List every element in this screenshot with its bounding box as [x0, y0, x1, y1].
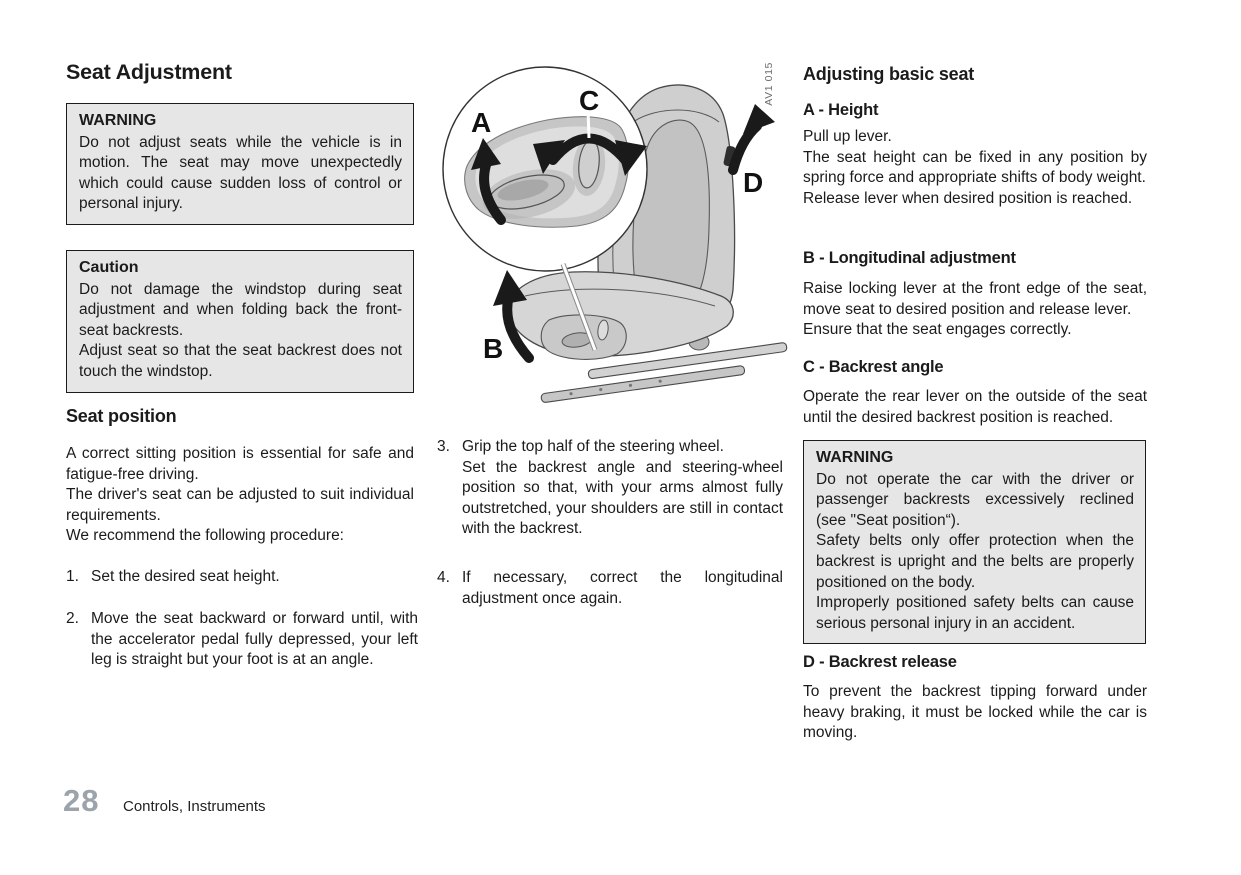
warning-title: WARNING — [79, 112, 157, 129]
figure-label-c: C — [579, 85, 600, 116]
section-b-heading: B - Longitudinal adjustment — [803, 249, 1016, 267]
step-text: If necessary, correct the longitudinal adjustment once again. — [462, 569, 783, 607]
paragraph-sentence: Ensure that the seat engages correctly. — [803, 321, 1072, 339]
paragraph-sentence: Pull up lever. — [803, 128, 892, 145]
section-a-heading: A - Height — [803, 101, 879, 119]
figure-code: AV1 015 — [763, 62, 775, 106]
warning-body: Do not adjust seats while the vehicle is in motion. The seat may move unexpectedly which could cause sudden loss of control or personal injury. — [79, 133, 402, 213]
seat-adjustment-figure — [437, 58, 790, 418]
caution-title: Caution — [79, 259, 139, 276]
caution-sentence: Adjust seat so that the seat backrest does not touch the windstop. — [79, 342, 402, 380]
section-d-heading: D - Backrest release — [803, 653, 957, 671]
step-item-3 — [437, 437, 783, 540]
step-text: Move the seat backward or forward until, with the accelerator pedal fully depressed, your left leg is straight but your foot is at an angle. — [91, 610, 418, 669]
paragraph-sentence: Operate the rear lever on the outside of the seat until the desired backrest position is reached. — [803, 388, 1147, 426]
seat-position-heading: Seat position — [66, 406, 177, 426]
warning-sentence: Safety belts only offer protection when the backrest is upright and the belts are properly positioned on the body. — [816, 532, 1134, 591]
adjusting-basic-seat-heading: Adjusting basic seat — [803, 64, 975, 84]
warning-sentence: Do not operate the car with the driver or passenger backrests excessively reclined (see "Seat position“). — [816, 470, 1134, 529]
caution-box — [66, 250, 414, 393]
figure-label-b: B — [483, 333, 504, 364]
section-a-paragraph — [803, 127, 1147, 209]
step-item-1 — [66, 567, 418, 588]
step-number: 3. — [437, 438, 450, 455]
warning-title: WARNING — [816, 449, 894, 466]
paragraph-sentence: Release lever when desired position is reached. — [803, 189, 1133, 207]
seat-position-paragraph — [66, 444, 414, 547]
page-title: Seat Adjustment — [66, 60, 232, 84]
step-item-2 — [66, 609, 418, 671]
section-d-paragraph — [803, 682, 1147, 744]
paragraph-sentence: The seat height can be fixed in any position by spring force and appropriate shifts of body weight. — [803, 148, 1147, 187]
step-number: 1. — [66, 568, 79, 585]
section-b-paragraph — [803, 279, 1147, 341]
paragraph-sentence: To prevent the backrest tipping forward under heavy braking, it must be locked while the car is moving. — [803, 683, 1147, 742]
paragraph-sentence: A correct sitting position is essential for safe and fatigue-free driving. — [66, 445, 414, 483]
paragraph-sentence: Raise locking lever at the front edge of the seat, move seat to desired position and release lever. — [803, 280, 1147, 318]
step-text: Set the backrest angle and steering-wheel position so that, with your arms almost fully outstretched, your shoulders are still in contact with the backrest. — [462, 458, 783, 538]
section-c-paragraph — [803, 387, 1147, 428]
page-number: 28 — [63, 783, 100, 818]
step-item-4 — [437, 568, 783, 609]
warning-box-left — [66, 103, 414, 225]
step-text: Set the desired seat height. — [91, 568, 280, 585]
step-number: 2. — [66, 610, 79, 627]
figure-label-d: D — [743, 167, 764, 198]
footer-label: Controls, Instruments — [123, 798, 266, 815]
step-number: 4. — [437, 569, 450, 586]
paragraph-sentence: The driver's seat can be adjusted to suit individual requirements. — [66, 486, 414, 524]
paragraph-sentence: We recommend the following procedure: — [66, 527, 344, 545]
caution-sentence: Do not damage the windstop during seat adjustment and when folding back the front-seat backrests. — [79, 280, 402, 339]
warning-sentence: Improperly positioned safety belts can cause serious personal injury in an accident. — [816, 594, 1134, 632]
figure-label-a: A — [471, 107, 492, 138]
section-c-heading: C - Backrest angle — [803, 358, 944, 376]
step-text: Grip the top half of the steering wheel. — [462, 438, 724, 455]
warning-box-right — [803, 440, 1146, 644]
seat-illustration — [437, 58, 790, 418]
